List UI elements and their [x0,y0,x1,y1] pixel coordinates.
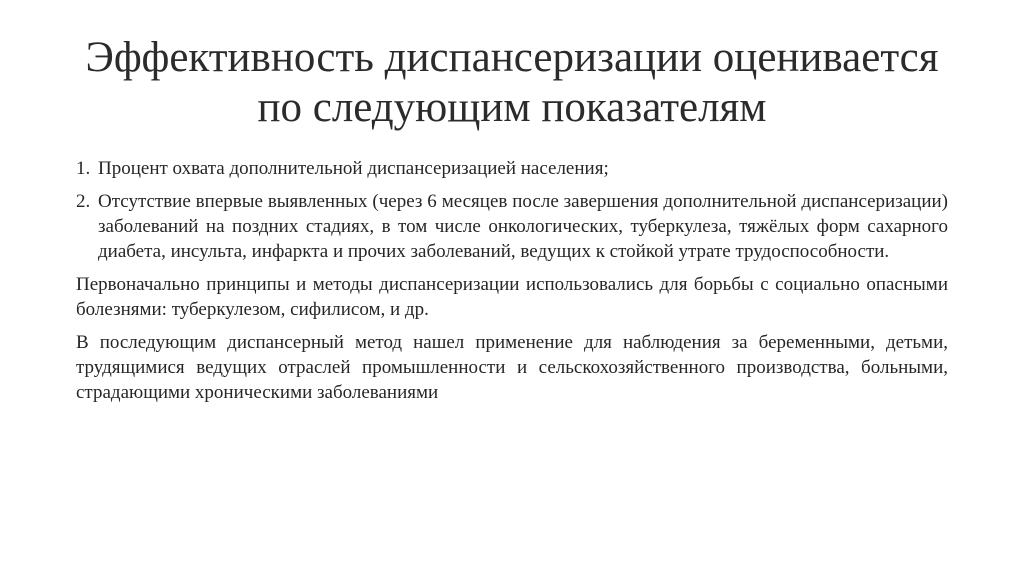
numbered-item-2 [76,189,948,264]
paragraph-application: В последующим диспансерный метод нашел применение для наблюдения за беременными, детьми, трудящимися ведущих отраслей промышленности и сельскохозяйственного производства, больными, страдающими хроническими заболеваниями [76,332,948,403]
slide-title: Эффективность диспансеризации оценивается по следующим показателям [85,34,939,131]
item-number: 1. [76,158,91,179]
numbered-item-1 [76,156,948,181]
item-number: 2. [76,191,91,212]
item-text: Отсутствие впервые выявленных (через 6 месяцев после завершения дополнительной диспансеризации) заболеваний на поздних стадиях, в том числе онкологических, туберкулеза, тяжёлых форм сахарного диабета, инсульта, инфаркта и прочих заболеваний, ведущих к стойкой утрате трудоспособности. [98,191,948,262]
item-text: Процент охвата дополнительной диспансеризацией населения; [98,158,609,179]
paragraph-history: Первоначально принципы и методы диспансеризации использовались для борьбы с социально опасными болезнями: туберкулезом, сифилисом, и др. [76,274,948,320]
slide-content [76,156,948,413]
